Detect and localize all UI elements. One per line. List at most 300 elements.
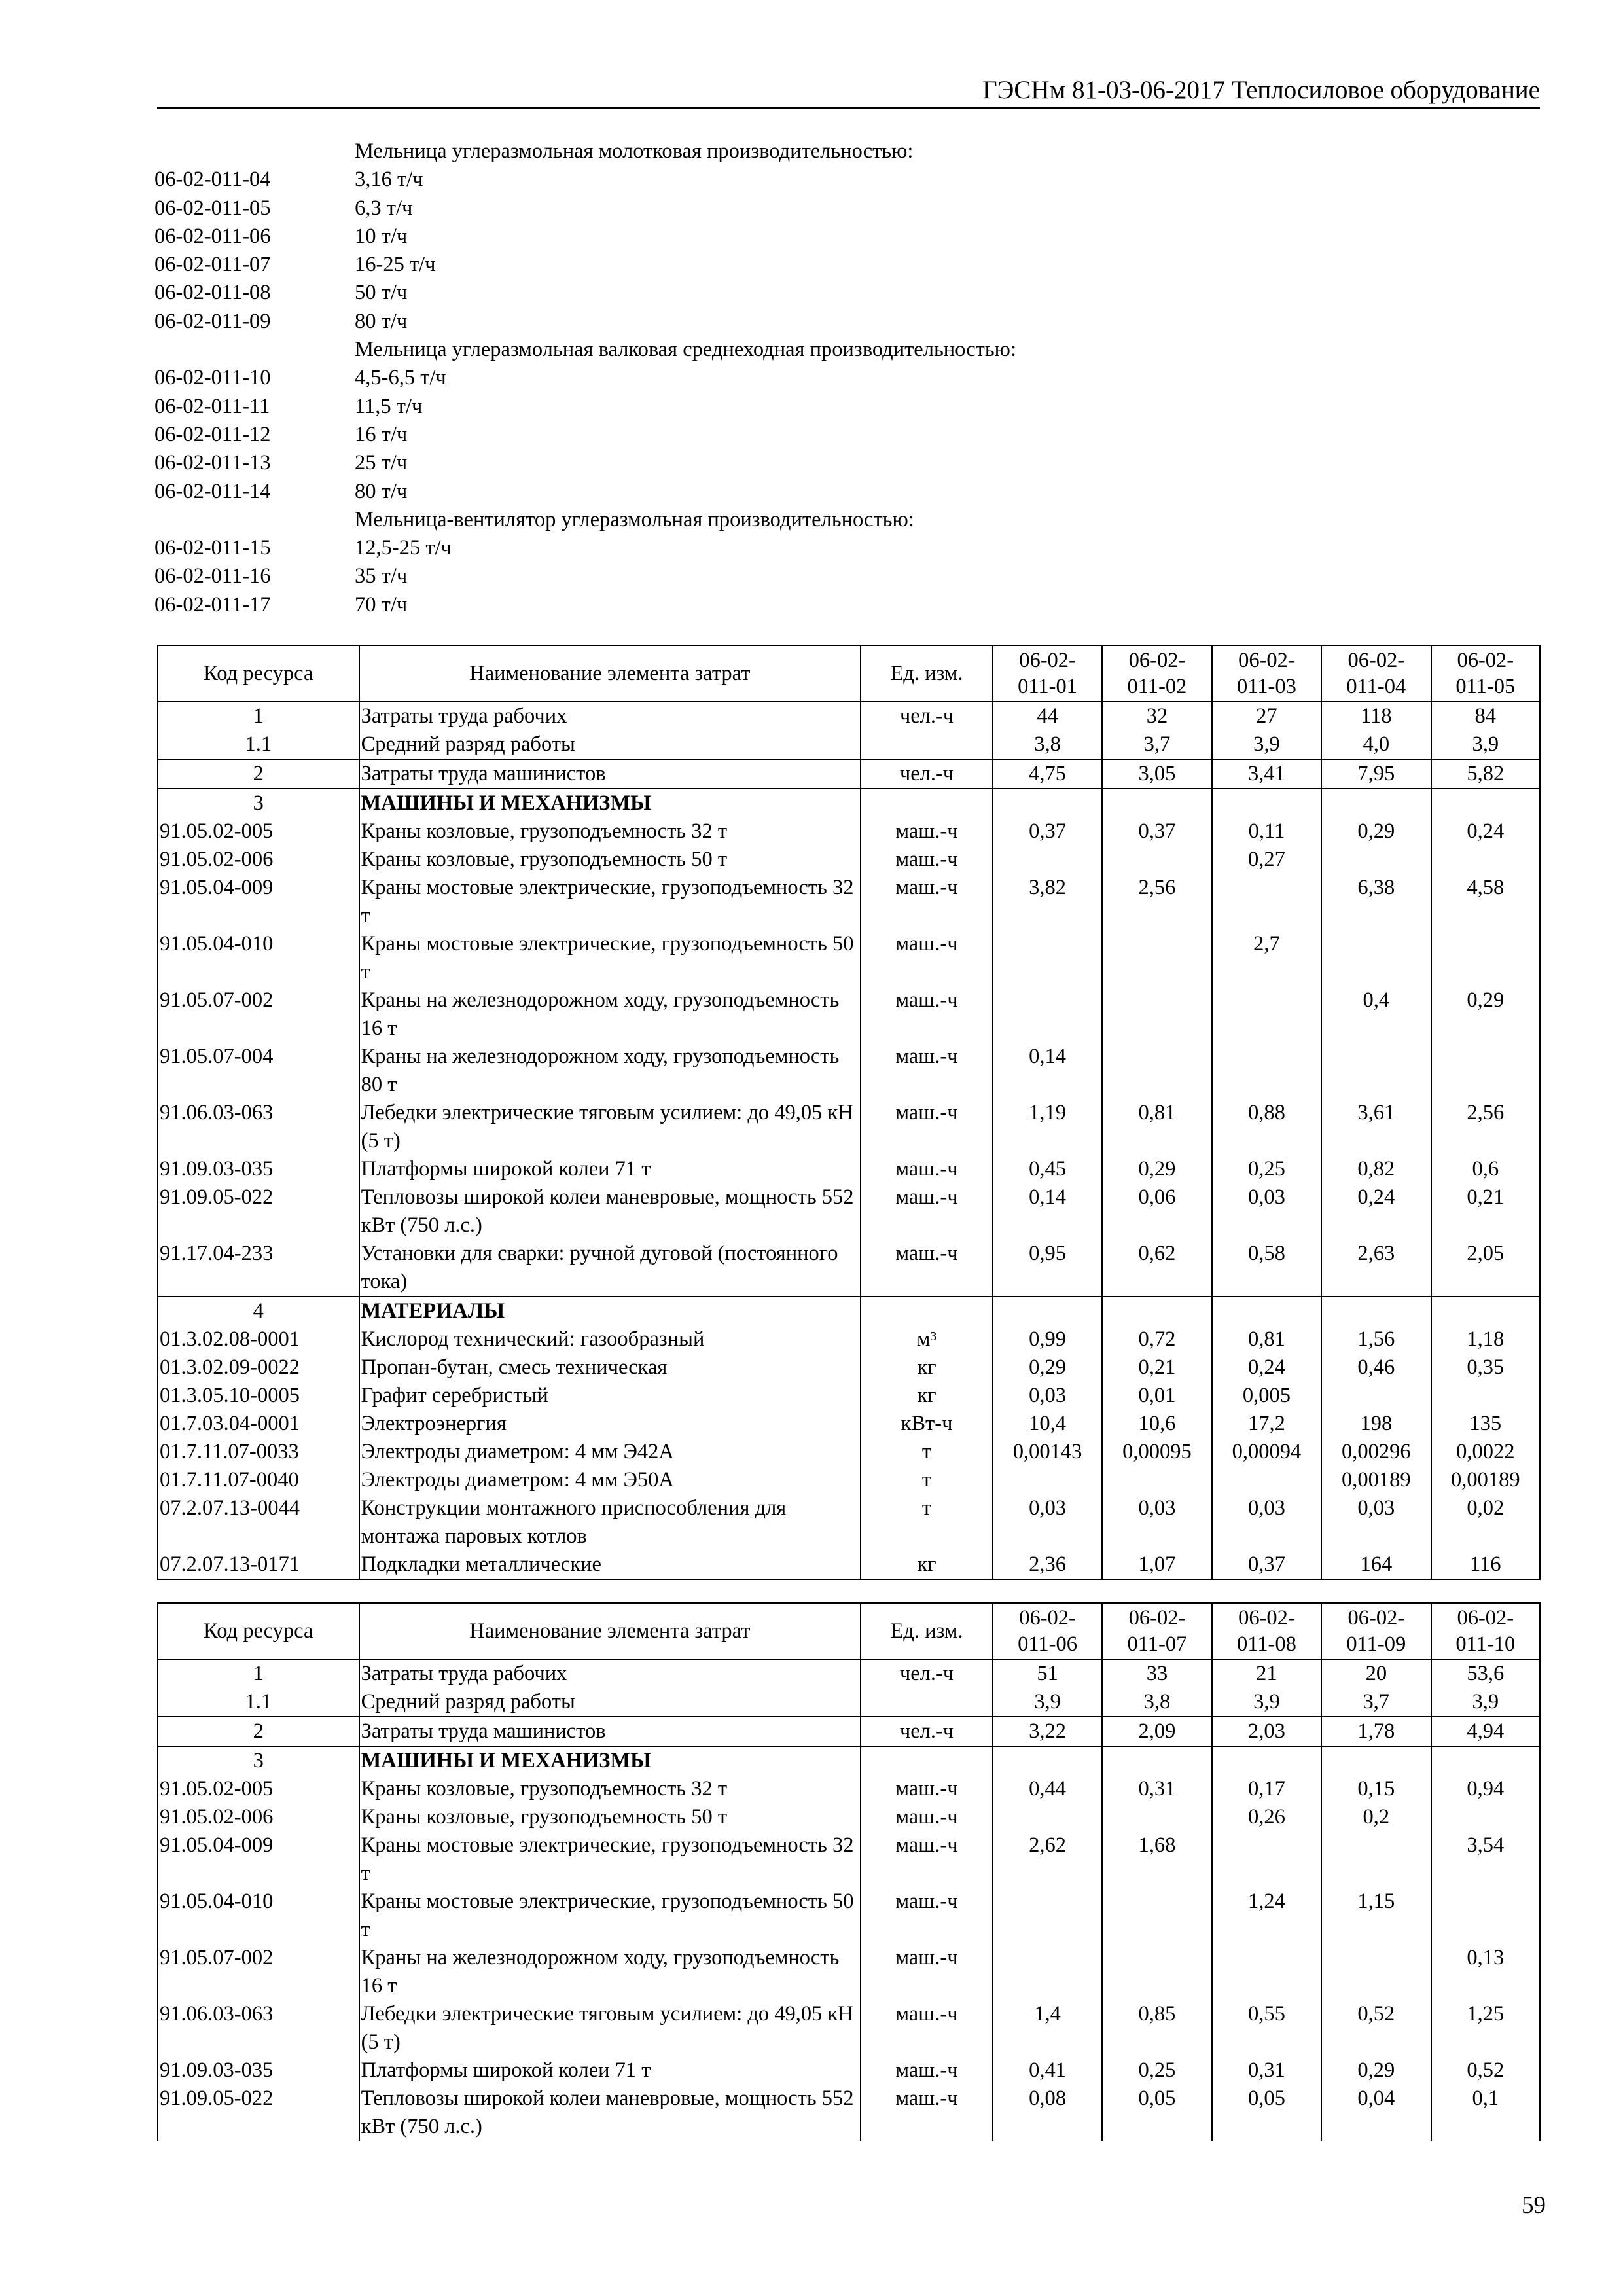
resource-name: Затраты труда рабочих xyxy=(359,702,861,730)
resource-value xyxy=(1102,1746,1211,1775)
resource-code: 01.3.02.08-0001 xyxy=(158,1325,359,1354)
resource-table-2 xyxy=(157,1602,1541,2141)
resource-unit: маш.-ч xyxy=(861,1775,993,1803)
resource-value xyxy=(1321,1746,1431,1775)
resource-code: 01.7.03.04-0001 xyxy=(158,1410,359,1438)
intro-row xyxy=(154,393,1398,421)
intro-text: 25 т/ч xyxy=(355,451,408,475)
resource-value: 198 xyxy=(1321,1410,1431,1438)
resource-name: Электроды диаметром: 4 мм Э50А xyxy=(359,1466,861,1494)
resource-unit: маш.-ч xyxy=(861,1183,993,1240)
header-code: Код ресурса xyxy=(158,1603,359,1659)
resource-value: 0,03 xyxy=(1321,1494,1431,1551)
resource-value: 0,14 xyxy=(993,1183,1102,1240)
table-row xyxy=(158,874,1540,930)
resource-unit xyxy=(861,1297,993,1325)
resource-name: Лебедки электрические тяговым усилием: до 49,05 кН (5 т) xyxy=(359,1099,861,1155)
resource-name: Электроды диаметром: 4 мм Э42А xyxy=(359,1438,861,1466)
resource-value xyxy=(993,1297,1102,1325)
intro-row xyxy=(154,506,1398,534)
resource-value: 0,06 xyxy=(1102,1183,1211,1240)
table-row xyxy=(158,1297,1540,1325)
resource-code: 2 xyxy=(158,1717,359,1746)
intro-row xyxy=(154,534,1398,562)
resource-value xyxy=(1321,1043,1431,1099)
resource-value: 0,04 xyxy=(1321,2085,1431,2141)
resource-value: 1,68 xyxy=(1102,1831,1211,1888)
table-row xyxy=(158,1688,1540,1717)
intro-code: 06-02-011-14 xyxy=(154,479,271,503)
intro-text: 80 т/ч xyxy=(355,309,408,333)
resource-unit xyxy=(861,730,993,759)
resource-value xyxy=(993,1888,1102,1944)
intro-code: 06-02-011-07 xyxy=(154,253,271,277)
resource-value: 0,6 xyxy=(1431,1155,1540,1183)
resource-value: 0,01 xyxy=(1102,1382,1211,1410)
resource-value xyxy=(993,1466,1102,1494)
resource-unit: маш.-ч xyxy=(861,930,993,986)
table-row xyxy=(158,1944,1540,2000)
resource-code: 91.05.02-006 xyxy=(158,1803,359,1831)
resource-value: 10,4 xyxy=(993,1410,1102,1438)
resource-unit: маш.-ч xyxy=(861,2000,993,2056)
header-unit: Ед. изм. xyxy=(861,1603,993,1659)
resource-code: 01.3.02.09-0022 xyxy=(158,1354,359,1382)
header-code: Код ресурса xyxy=(158,645,359,702)
table-row xyxy=(158,1746,1540,1775)
resource-name: Электроэнергия xyxy=(359,1410,861,1438)
resource-value: 3,61 xyxy=(1321,1099,1431,1155)
resource-unit: маш.-ч xyxy=(861,1155,993,1183)
resource-value xyxy=(993,1803,1102,1831)
table-row xyxy=(158,1494,1540,1551)
intro-row xyxy=(154,279,1398,307)
resource-value: 0,27 xyxy=(1212,846,1321,874)
table-row xyxy=(158,1438,1540,1466)
resource-name: Краны мостовые электрические, грузоподъемность 50 т xyxy=(359,930,861,986)
resource-value xyxy=(1102,1043,1211,1099)
resource-code: 4 xyxy=(158,1297,359,1325)
intro-text: Мельница углеразмольная валковая среднеходная производительностью: xyxy=(355,338,1016,362)
resource-value xyxy=(1431,846,1540,874)
resource-value: 0,95 xyxy=(993,1240,1102,1297)
resource-value: 0,005 xyxy=(1212,1382,1321,1410)
intro-row xyxy=(154,336,1398,364)
resource-value xyxy=(1212,986,1321,1043)
resource-value: 3,8 xyxy=(993,730,1102,759)
resource-unit: чел.-ч xyxy=(861,759,993,789)
resource-code: 91.06.03-063 xyxy=(158,2000,359,2056)
resource-value: 1,18 xyxy=(1431,1325,1540,1354)
resource-value xyxy=(1212,1944,1321,2000)
resource-value: 0,31 xyxy=(1102,1775,1211,1803)
header-col: 06-02- 011-01 xyxy=(993,645,1102,702)
resource-value: 5,82 xyxy=(1431,759,1540,789)
resource-value: 116 xyxy=(1431,1551,1540,1579)
resource-unit: кг xyxy=(861,1382,993,1410)
table-row xyxy=(158,817,1540,846)
table-row xyxy=(158,1888,1540,1944)
resource-code: 01.7.11.07-0040 xyxy=(158,1466,359,1494)
resource-name: Краны мостовые электрические, грузоподъемность 32 т xyxy=(359,874,861,930)
intro-code: 06-02-011-17 xyxy=(154,592,271,617)
resource-code: 91.05.02-006 xyxy=(158,846,359,874)
resource-unit: маш.-ч xyxy=(861,874,993,930)
intro-code: 06-02-011-11 xyxy=(154,394,270,418)
resource-value: 4,58 xyxy=(1431,874,1540,930)
resource-value: 0,31 xyxy=(1212,2056,1321,2085)
resource-value: 3,9 xyxy=(1431,1688,1540,1717)
resource-unit: чел.-ч xyxy=(861,702,993,730)
resource-value: 1,19 xyxy=(993,1099,1102,1155)
resource-value: 0,24 xyxy=(1431,817,1540,846)
resource-value xyxy=(1102,789,1211,817)
resource-value xyxy=(993,930,1102,986)
resource-name: МАТЕРИАЛЫ xyxy=(359,1297,861,1325)
resource-name: МАШИНЫ И МЕХАНИЗМЫ xyxy=(359,789,861,817)
resource-name: Краны на железнодорожном ходу, грузоподъемность 16 т xyxy=(359,1944,861,2000)
table-row xyxy=(158,1466,1540,1494)
resource-value: 0,1 xyxy=(1431,2085,1540,2141)
resource-value: 21 xyxy=(1212,1659,1321,1688)
resource-code: 91.05.04-010 xyxy=(158,1888,359,1944)
resource-value: 4,94 xyxy=(1431,1717,1540,1746)
resource-value: 0,14 xyxy=(993,1043,1102,1099)
resource-code: 91.09.03-035 xyxy=(158,2056,359,2085)
intro-text: 6,3 т/ч xyxy=(355,196,413,220)
resource-unit xyxy=(861,1688,993,1717)
resource-value: 3,9 xyxy=(1212,1688,1321,1717)
resource-value: 0,35 xyxy=(1431,1354,1540,1382)
resource-value: 0,37 xyxy=(1212,1551,1321,1579)
intro-text: 10 т/ч xyxy=(355,224,408,248)
resource-value xyxy=(993,1746,1102,1775)
resource-unit: маш.-ч xyxy=(861,817,993,846)
resource-value xyxy=(1431,1888,1540,1944)
resource-value xyxy=(1431,1803,1540,1831)
resource-value xyxy=(1431,930,1540,986)
resource-value: 135 xyxy=(1431,1410,1540,1438)
intro-row xyxy=(154,137,1398,166)
resource-code: 91.05.07-002 xyxy=(158,986,359,1043)
resource-value: 0,88 xyxy=(1212,1099,1321,1155)
resource-value: 0,02 xyxy=(1431,1494,1540,1551)
resource-code: 1 xyxy=(158,702,359,730)
intro-code: 06-02-011-04 xyxy=(154,168,271,192)
resource-code: 1 xyxy=(158,1659,359,1688)
resource-value xyxy=(1212,1297,1321,1325)
resource-value: 1,4 xyxy=(993,2000,1102,2056)
table-row xyxy=(158,1354,1540,1382)
resource-value xyxy=(1102,1944,1211,2000)
resource-unit: маш.-ч xyxy=(861,1831,993,1888)
resource-value: 0,08 xyxy=(993,2085,1102,2141)
intro-row xyxy=(154,251,1398,279)
resource-name: Краны козловые, грузоподъемность 50 т xyxy=(359,846,861,874)
resource-value xyxy=(1102,846,1211,874)
resource-code: 01.7.11.07-0033 xyxy=(158,1438,359,1466)
resource-code: 1.1 xyxy=(158,730,359,759)
resource-value xyxy=(1212,1746,1321,1775)
resource-value: 0,11 xyxy=(1212,817,1321,846)
resource-name: Тепловозы широкой колеи маневровые, мощность 552 кВт (750 л.с.) xyxy=(359,1183,861,1240)
resource-name: Подкладки металлические xyxy=(359,1551,861,1579)
resource-value: 0,24 xyxy=(1212,1354,1321,1382)
resource-value: 1,78 xyxy=(1321,1717,1431,1746)
resource-value: 0,52 xyxy=(1321,2000,1431,2056)
resource-name: Затраты труда рабочих xyxy=(359,1659,861,1688)
resource-name: Пропан-бутан, смесь техническая xyxy=(359,1354,861,1382)
resource-value: 0,41 xyxy=(993,2056,1102,2085)
header-col: 06-02- 011-06 xyxy=(993,1603,1102,1659)
resource-value xyxy=(1212,789,1321,817)
resource-value: 0,0022 xyxy=(1431,1438,1540,1466)
resource-unit: т xyxy=(861,1438,993,1466)
resource-value: 3,82 xyxy=(993,874,1102,930)
table-row xyxy=(158,2000,1540,2056)
resource-value: 0,37 xyxy=(993,817,1102,846)
resource-name: Затраты труда машинистов xyxy=(359,759,861,789)
resource-name: Краны мостовые электрические, грузоподъемность 50 т xyxy=(359,1888,861,1944)
resource-name: Установки для сварки: ручной дуговой (постоянного тока) xyxy=(359,1240,861,1297)
resource-value: 1,15 xyxy=(1321,1888,1431,1944)
header-col: 06-02- 011-03 xyxy=(1212,645,1321,702)
intro-code: 06-02-011-06 xyxy=(154,224,271,248)
header-col: 06-02- 011-09 xyxy=(1321,1603,1431,1659)
document-title: ГЭСНм 81-03-06-2017 Теплосиловое оборудование xyxy=(982,76,1540,104)
resource-code: 91.05.04-009 xyxy=(158,874,359,930)
resource-value: 0,55 xyxy=(1212,2000,1321,2056)
resource-value xyxy=(1212,1043,1321,1099)
resource-code: 91.05.02-005 xyxy=(158,1775,359,1803)
intro-code: 06-02-011-13 xyxy=(154,451,271,475)
resource-value: 0,00189 xyxy=(1431,1466,1540,1494)
resource-value xyxy=(1321,846,1431,874)
intro-code: 06-02-011-16 xyxy=(154,564,271,588)
resource-value: 0,72 xyxy=(1102,1325,1211,1354)
intro-code: 06-02-011-15 xyxy=(154,536,271,560)
resource-name: Краны козловые, грузоподъемность 50 т xyxy=(359,1803,861,1831)
resource-value xyxy=(1321,1944,1431,2000)
resource-value xyxy=(1102,1297,1211,1325)
intro-text: Мельница-вентилятор углеразмольная производительностью: xyxy=(355,507,914,531)
resource-value: 0,2 xyxy=(1321,1803,1431,1831)
intro-row xyxy=(154,591,1398,619)
table-row xyxy=(158,1043,1540,1099)
intro-row xyxy=(154,449,1398,477)
resource-value: 0,00094 xyxy=(1212,1438,1321,1466)
resource-value: 0,46 xyxy=(1321,1354,1431,1382)
resource-name: Платформы широкой колеи 71 т xyxy=(359,2056,861,2085)
table-row xyxy=(158,1410,1540,1438)
table-row xyxy=(158,1382,1540,1410)
resource-value: 0,82 xyxy=(1321,1155,1431,1183)
resource-code: 07.2.07.13-0044 xyxy=(158,1494,359,1551)
resource-value: 0,29 xyxy=(1102,1155,1211,1183)
resource-value: 84 xyxy=(1431,702,1540,730)
resource-name: Платформы широкой колеи 71 т xyxy=(359,1155,861,1183)
table-row xyxy=(158,759,1540,789)
resource-value: 6,38 xyxy=(1321,874,1431,930)
resource-value xyxy=(1102,1466,1211,1494)
resource-value: 4,0 xyxy=(1321,730,1431,759)
resource-code: 91.09.05-022 xyxy=(158,1183,359,1240)
resource-value: 0,00189 xyxy=(1321,1466,1431,1494)
resource-unit: чел.-ч xyxy=(861,1659,993,1688)
resource-value: 2,56 xyxy=(1431,1099,1540,1155)
resource-value: 0,29 xyxy=(1321,817,1431,846)
resource-value: 3,7 xyxy=(1321,1688,1431,1717)
resource-value: 2,36 xyxy=(993,1551,1102,1579)
intro-text: 12,5-25 т/ч xyxy=(355,536,452,560)
intro-row xyxy=(154,364,1398,392)
header-unit: Ед. изм. xyxy=(861,645,993,702)
resource-value: 3,9 xyxy=(1431,730,1540,759)
resource-value: 0,25 xyxy=(1102,2056,1211,2085)
resource-value: 4,75 xyxy=(993,759,1102,789)
resource-value: 1,24 xyxy=(1212,1888,1321,1944)
resource-value: 17,2 xyxy=(1212,1410,1321,1438)
resource-value xyxy=(1321,1382,1431,1410)
resource-value: 0,25 xyxy=(1212,1155,1321,1183)
header-col: 06-02- 011-10 xyxy=(1431,1603,1540,1659)
resource-value: 44 xyxy=(993,702,1102,730)
resource-name: Средний разряд работы xyxy=(359,730,861,759)
resource-value: 0,58 xyxy=(1212,1240,1321,1297)
resource-table-1 xyxy=(157,645,1541,1580)
resource-value xyxy=(1102,986,1211,1043)
resource-value: 0,03 xyxy=(1102,1494,1211,1551)
resource-value: 3,54 xyxy=(1431,1831,1540,1888)
resource-value: 0,00143 xyxy=(993,1438,1102,1466)
resource-value: 0,62 xyxy=(1102,1240,1211,1297)
table-row xyxy=(158,846,1540,874)
resource-value: 0,17 xyxy=(1212,1775,1321,1803)
resource-value: 2,05 xyxy=(1431,1240,1540,1297)
table-row xyxy=(158,2085,1540,2141)
resource-value: 2,56 xyxy=(1102,874,1211,930)
resource-value: 2,62 xyxy=(993,1831,1102,1888)
resource-value xyxy=(1321,1831,1431,1888)
intro-text: 16 т/ч xyxy=(355,422,408,446)
header-col: 06-02- 011-02 xyxy=(1102,645,1211,702)
resource-code: 91.05.07-004 xyxy=(158,1043,359,1099)
intro-text: 4,5-6,5 т/ч xyxy=(355,366,446,390)
table-row xyxy=(158,1240,1540,1297)
resource-value xyxy=(1102,1803,1211,1831)
resource-value: 1,07 xyxy=(1102,1551,1211,1579)
table-row xyxy=(158,1155,1540,1183)
resource-value: 3,8 xyxy=(1102,1688,1211,1717)
resource-value: 2,7 xyxy=(1212,930,1321,986)
resource-value: 3,9 xyxy=(1212,730,1321,759)
resource-value: 0,85 xyxy=(1102,2000,1211,2056)
resource-value xyxy=(1102,930,1211,986)
resource-value xyxy=(993,1944,1102,2000)
resource-value xyxy=(1431,789,1540,817)
header-col: 06-02- 011-05 xyxy=(1431,645,1540,702)
resource-unit: маш.-ч xyxy=(861,846,993,874)
resource-code: 91.09.05-022 xyxy=(158,2085,359,2141)
resource-value: 164 xyxy=(1321,1551,1431,1579)
table-row xyxy=(158,930,1540,986)
resource-value: 2,63 xyxy=(1321,1240,1431,1297)
resource-value: 0,4 xyxy=(1321,986,1431,1043)
resource-unit: кг xyxy=(861,1551,993,1579)
intro-row xyxy=(154,166,1398,194)
header-col: 06-02- 011-04 xyxy=(1321,645,1431,702)
resource-value: 0,81 xyxy=(1102,1099,1211,1155)
resource-name: Краны мостовые электрические, грузоподъемность 32 т xyxy=(359,1831,861,1888)
resource-value: 118 xyxy=(1321,702,1431,730)
page-number: 59 xyxy=(1522,2192,1546,2219)
table-row xyxy=(158,1325,1540,1354)
table-row xyxy=(158,730,1540,759)
page-header xyxy=(157,73,1540,109)
resource-code: 2 xyxy=(158,759,359,789)
resource-value: 0,29 xyxy=(993,1354,1102,1382)
resource-value: 1,56 xyxy=(1321,1325,1431,1354)
table-row xyxy=(158,1717,1540,1746)
resource-value: 33 xyxy=(1102,1659,1211,1688)
resource-value xyxy=(1212,874,1321,930)
resource-unit: маш.-ч xyxy=(861,1803,993,1831)
resource-value xyxy=(1321,1297,1431,1325)
table-row xyxy=(158,1659,1540,1688)
resource-value: 0,00095 xyxy=(1102,1438,1211,1466)
resource-value xyxy=(1431,1043,1540,1099)
resource-value: 7,95 xyxy=(1321,759,1431,789)
resource-value: 53,6 xyxy=(1431,1659,1540,1688)
resource-value: 0,05 xyxy=(1212,2085,1321,2141)
table-row xyxy=(158,702,1540,730)
resource-value: 3,05 xyxy=(1102,759,1211,789)
resource-unit: чел.-ч xyxy=(861,1717,993,1746)
resource-code: 91.09.03-035 xyxy=(158,1155,359,1183)
resource-value: 0,13 xyxy=(1431,1944,1540,2000)
resource-value: 0,29 xyxy=(1431,986,1540,1043)
resource-value: 10,6 xyxy=(1102,1410,1211,1438)
resource-value xyxy=(1321,789,1431,817)
resource-name: Краны козловые, грузоподъемность 32 т xyxy=(359,817,861,846)
resource-value: 0,03 xyxy=(1212,1494,1321,1551)
resource-name: Затраты труда машинистов xyxy=(359,1717,861,1746)
resource-code: 91.05.07-002 xyxy=(158,1944,359,2000)
resource-unit: кг xyxy=(861,1354,993,1382)
resource-value: 0,00296 xyxy=(1321,1438,1431,1466)
intro-code: 06-02-011-05 xyxy=(154,196,271,220)
intro-code: 06-02-011-09 xyxy=(154,309,271,333)
resource-name: Средний разряд работы xyxy=(359,1688,861,1717)
intro-text: 3,16 т/ч xyxy=(355,168,423,192)
resource-code: 91.05.02-005 xyxy=(158,817,359,846)
resource-value: 1,25 xyxy=(1431,2000,1540,2056)
resource-value xyxy=(993,986,1102,1043)
table-row xyxy=(158,1775,1540,1803)
intro-text: 50 т/ч xyxy=(355,281,408,305)
resource-unit: маш.-ч xyxy=(861,1888,993,1944)
table-row xyxy=(158,986,1540,1043)
resource-code: 91.17.04-233 xyxy=(158,1240,359,1297)
resource-code: 3 xyxy=(158,789,359,817)
resource-value: 32 xyxy=(1102,702,1211,730)
resource-unit: кВт-ч xyxy=(861,1410,993,1438)
table-row xyxy=(158,789,1540,817)
resource-value xyxy=(1102,1888,1211,1944)
resource-value: 0,03 xyxy=(1212,1183,1321,1240)
resource-name: Графит серебристый xyxy=(359,1382,861,1410)
resource-unit: м³ xyxy=(861,1325,993,1354)
